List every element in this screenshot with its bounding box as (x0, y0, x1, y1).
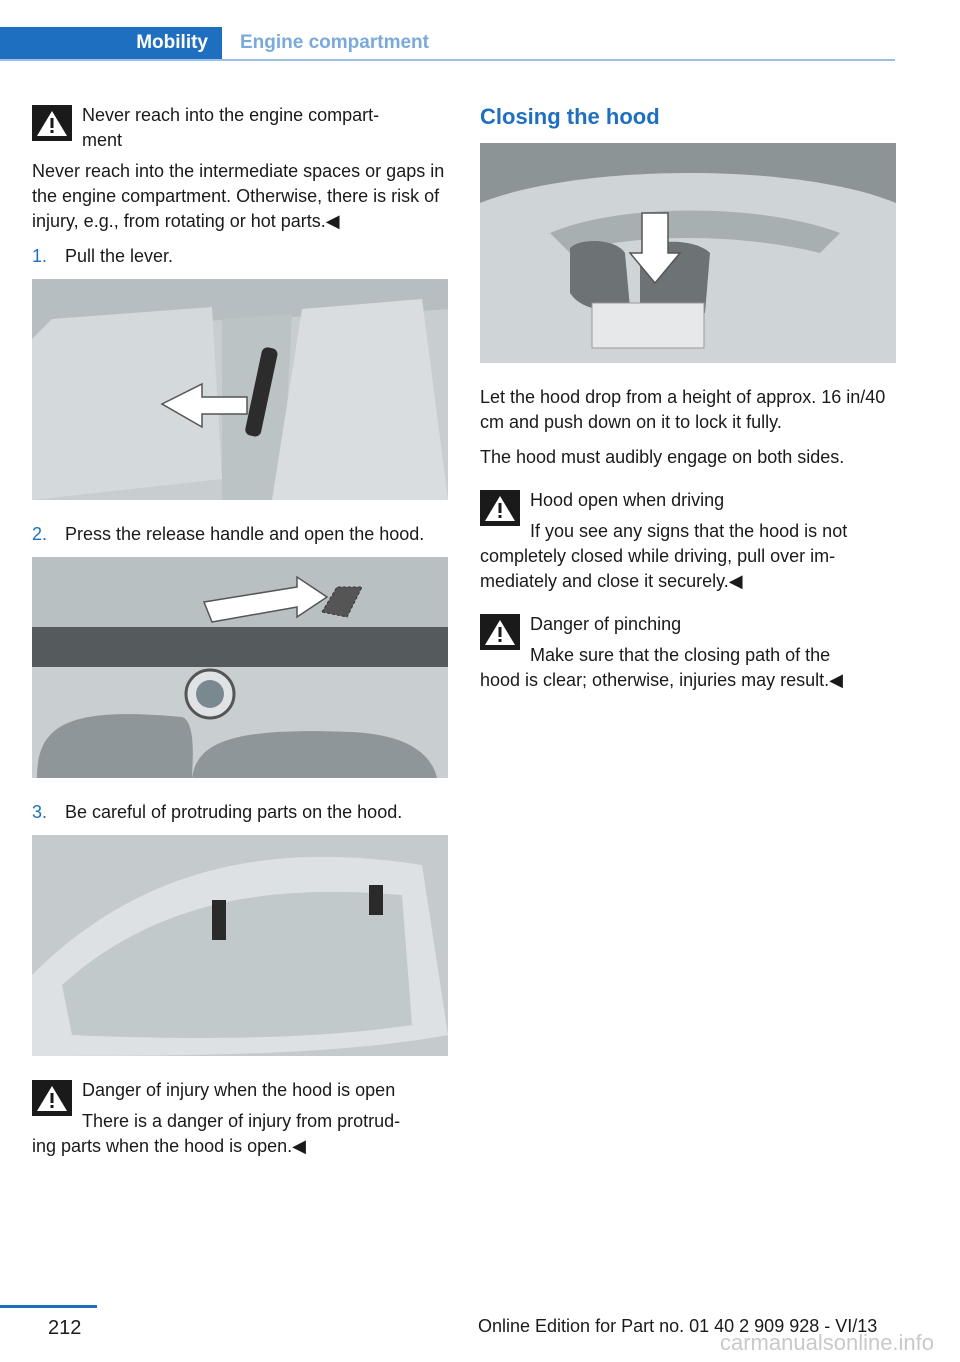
warning-body-cont: ing parts when the hood is open.◀ (32, 1136, 307, 1156)
warning-hood-open-driving (480, 488, 896, 594)
warning-icon (32, 1080, 72, 1116)
step-number: 2. (32, 524, 48, 544)
step-text: Press the release handle and open the hood. (65, 524, 425, 544)
step-2 (32, 522, 448, 547)
step-text: Be careful of protruding parts on the hood. (65, 802, 403, 822)
section-title: Closing the hood (480, 104, 660, 129)
step-number: 3. (32, 802, 48, 822)
warning-body: Make sure that the closing path of the (530, 645, 831, 665)
warning-body: If you see any signs that the hood is not (530, 521, 848, 541)
step-number: 1. (32, 246, 48, 266)
warning-body-cont: completely closed while driving, pull over im‐mediately and close it securely.◀ (480, 546, 836, 591)
warning-icon (480, 490, 520, 526)
paragraph-engage: The hood must audibly engage on both sides. (480, 447, 845, 467)
left-column (32, 103, 448, 1169)
warning-pinching (480, 612, 896, 693)
page-number: 212 (48, 1317, 82, 1339)
tab-mobility[interactable]: Mobility (0, 27, 222, 59)
step-3 (32, 800, 448, 825)
warning-engine-compartment (32, 103, 448, 234)
edition-text: Online Edition for Part no. 01 40 2 909 928 - VI/13 (478, 1316, 878, 1336)
step-1 (32, 244, 448, 269)
warning-body: Never reach into the intermediate spaces or gaps in the engine compartment. Otherwise, there is risk of injury, e.g., from rotating or hot parts.◀ (32, 161, 445, 231)
paragraph-drop-height: Let the hood drop from a height of approx. 16 in/40 cm and push down on it to lock it fully. (480, 387, 886, 432)
warning-title: Hood open when driving (530, 490, 725, 510)
lever-illustration (32, 279, 448, 500)
right-column (480, 103, 896, 703)
warning-body: There is a danger of injury from protrud‐ (82, 1111, 401, 1131)
warning-body-cont: hood is clear; otherwise, injuries may result.◀ (480, 670, 843, 690)
warning-hood-open (32, 1078, 448, 1159)
warning-title: Danger of pinching (530, 614, 682, 634)
tab-engine-compartment[interactable]: Engine compartment (240, 32, 429, 53)
warning-title: Never reach into the engine compart‐ (82, 105, 380, 125)
warning-title-cont: ment (82, 130, 123, 150)
footer-rule (0, 1305, 97, 1308)
warning-icon (480, 614, 520, 650)
step-text: Pull the lever. (65, 246, 174, 266)
watermark: carmanualsonline.info (720, 1330, 935, 1355)
header-rule (0, 59, 895, 61)
warning-icon (32, 105, 72, 141)
warning-title: Danger of injury when the hood is open (82, 1080, 396, 1100)
closing-hood-illustration (480, 143, 896, 363)
hood-underside-illustration (32, 835, 448, 1056)
release-handle-illustration (32, 557, 448, 778)
